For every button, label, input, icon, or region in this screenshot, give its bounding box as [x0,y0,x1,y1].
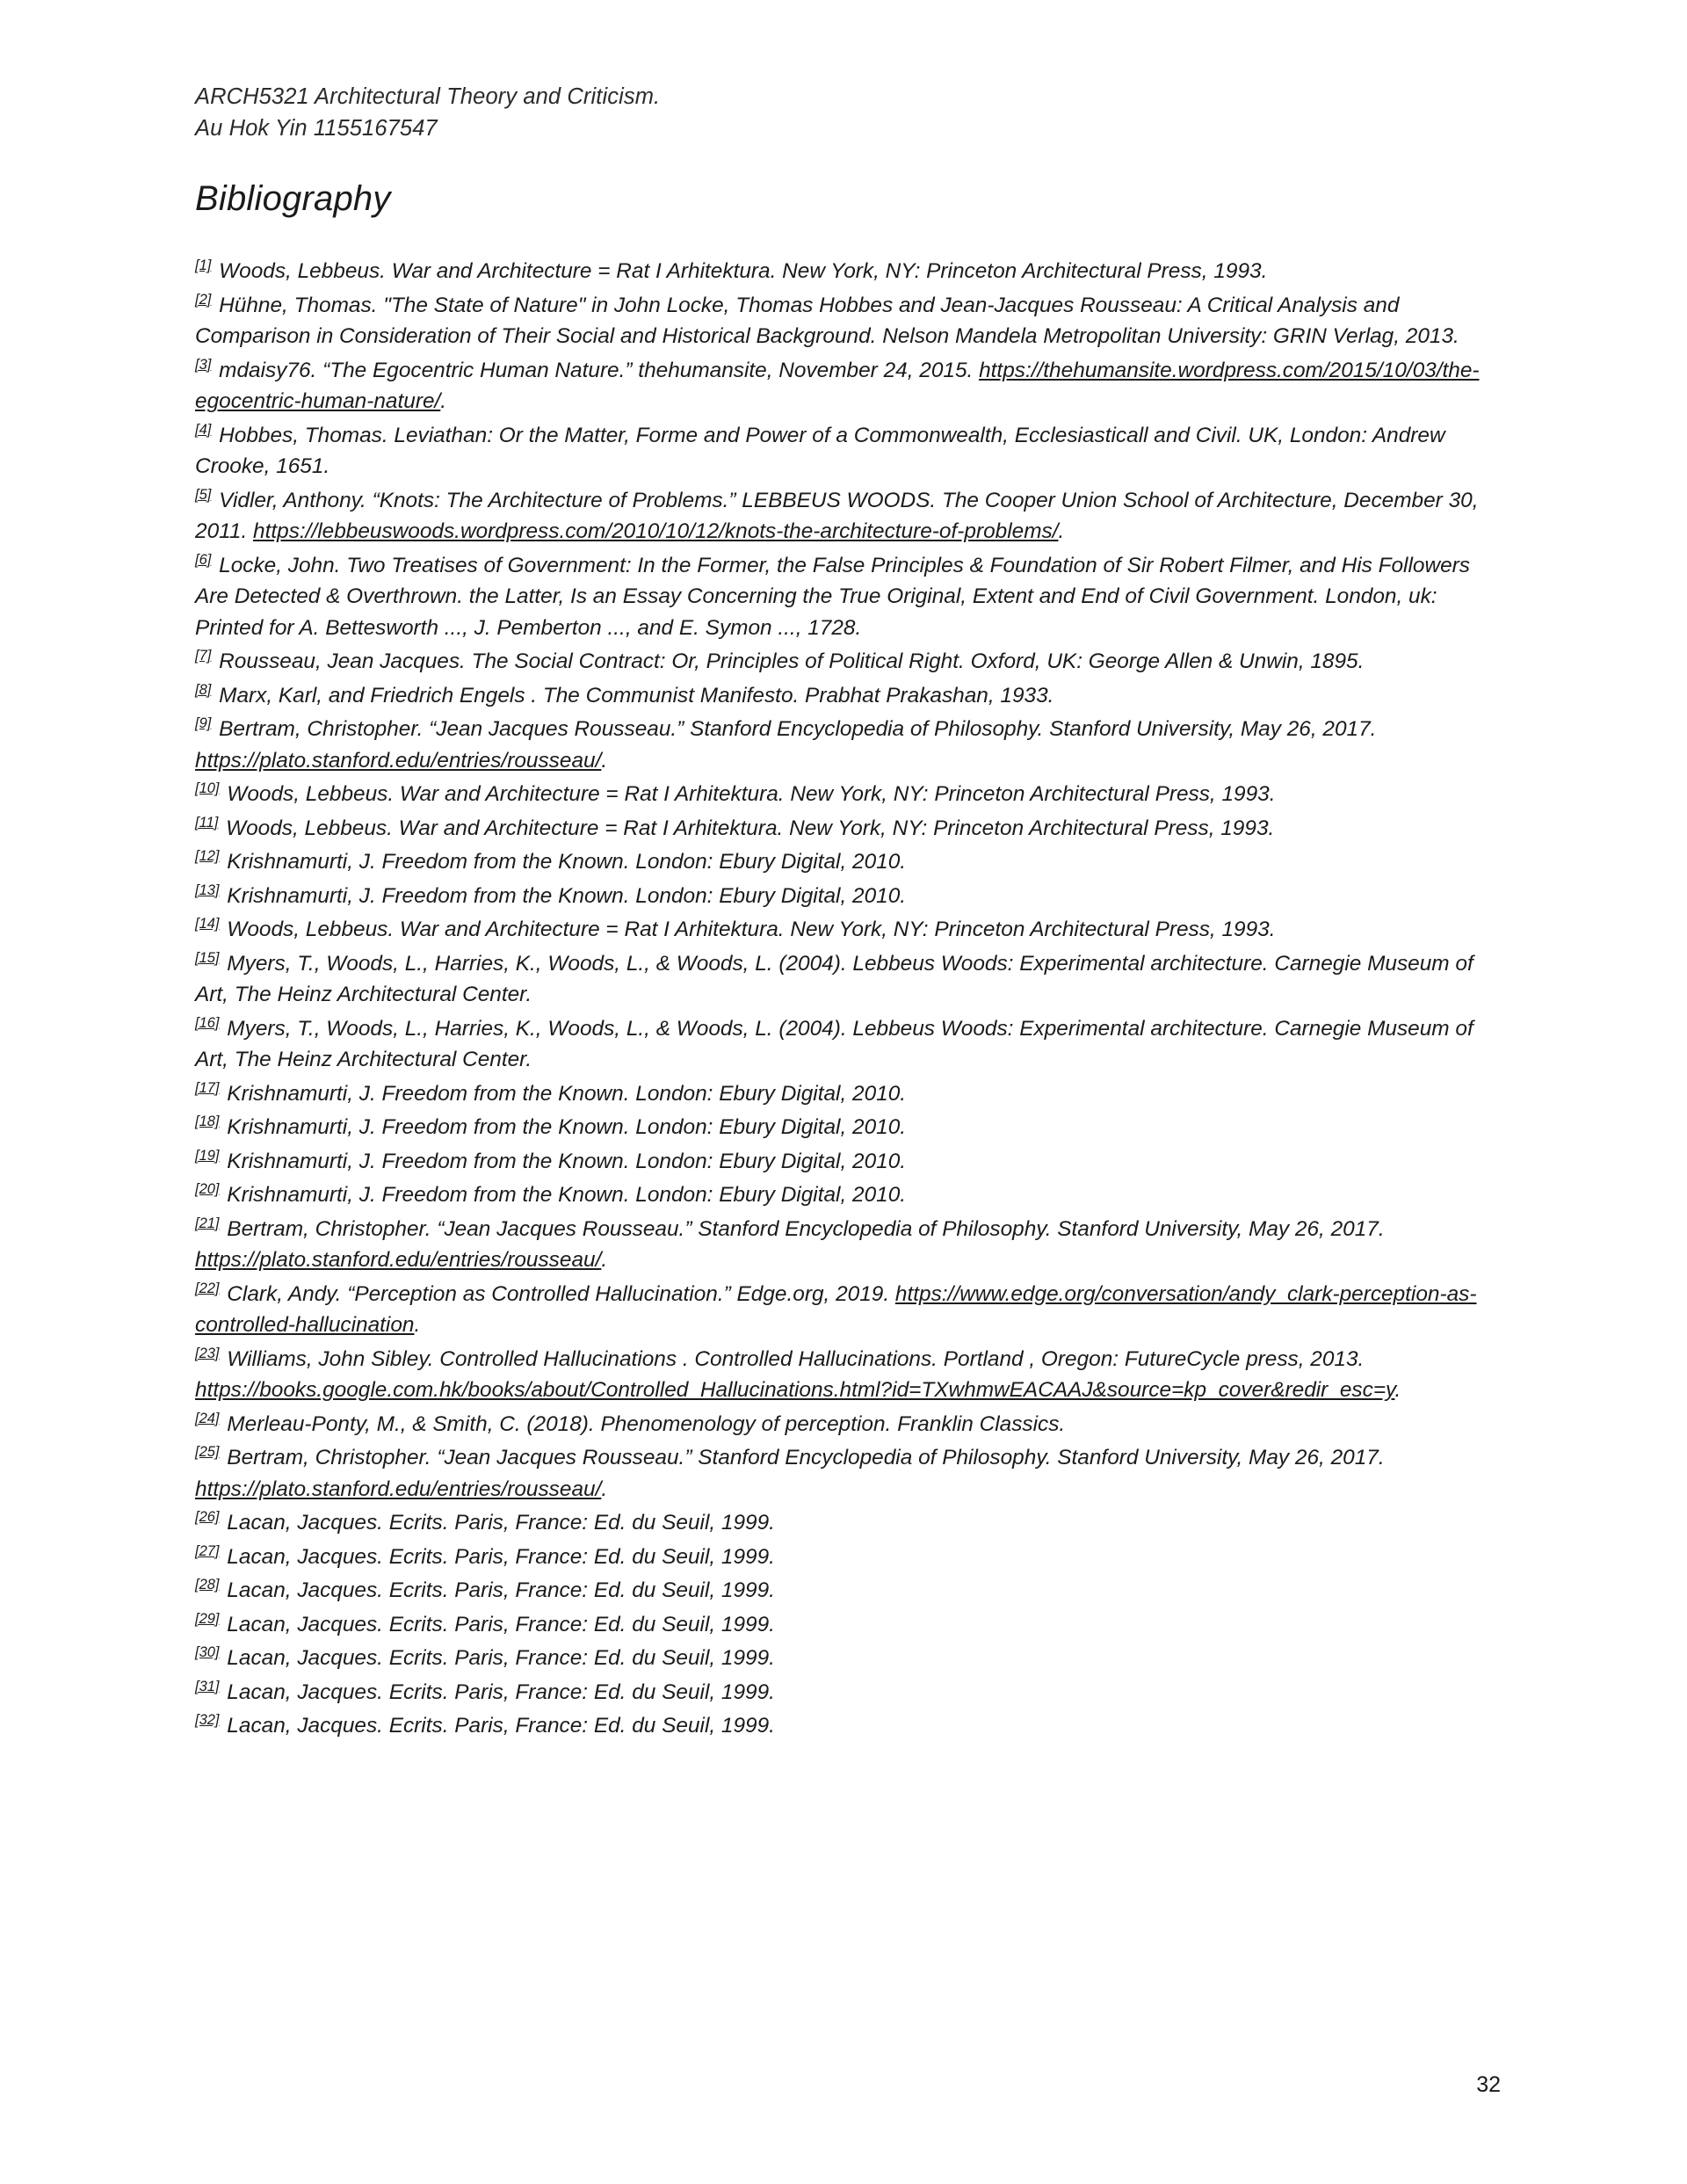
bibliography-entry [195,1179,1502,1211]
reference-marker: [21] [195,1215,220,1231]
reference-link[interactable]: https://lebbeuswoods.wordpress.com/2010/10/12/knots-the-architecture-of-problems/ [253,519,1059,544]
bibliography-entry [195,1111,1502,1143]
reference-marker: [12] [195,848,220,865]
reference-text: Lacan, Jacques. Ecrits. Paris, France: Ed. du Seuil, 1999. [221,1544,775,1569]
reference-marker: [5] [195,486,212,503]
bibliography-entry [195,1408,1502,1440]
reference-text: Lacan, Jacques. Ecrits. Paris, France: Ed. du Seuil, 1999. [221,1612,775,1636]
bibliography-entry [195,1608,1502,1641]
reference-text-tail: . [440,389,447,414]
reference-text-tail: . [1394,1378,1401,1403]
reference-text: Merleau-Ponty, M., & Smith, C. (2018). Phenomenology of perception. Franklin Classics. [221,1411,1066,1436]
reference-link[interactable]: https://books.google.com.hk/books/about/Controlled_Hallucinations.html?id=TXwhmwEACAAJ&source=kp_cover&redir_esc=y [195,1378,1395,1403]
bibliography-entry [195,679,1502,712]
reference-text: Myers, T., Woods, L., Harries, K., Woods, L., & Woods, L. (2004). Lebbeus Woods: Experimental architecture. Carnegie Museum of Art, The Heinz Architectural Center. [195,1016,1473,1072]
bibliography-entry [195,1441,1502,1505]
reference-text: Marx, Karl, and Friedrich Engels . The Communist Manifesto. Prabhat Prakashan, 1933. [213,683,1054,707]
reference-text: Krishnamurti, J. Freedom from the Known. London: Ebury Digital, 2010. [221,1183,907,1208]
reference-marker: [22] [195,1280,220,1296]
page-number: 32 [1476,2072,1501,2097]
reference-text: Woods, Lebbeus. War and Architecture = Rat I Arhitektura. New York, NY: Princeton Architectural Press, 1993. [213,259,1268,284]
reference-text-tail: . [601,748,608,773]
reference-link[interactable]: https://plato.stanford.edu/entries/rousseau/ [195,1477,602,1501]
reference-text: Bertram, Christopher. “Jean Jacques Rousseau.” Stanford Encyclopedia of Philosophy. Stanford University, May 26, 2017. [221,1216,1385,1241]
bibliography-entry [195,880,1502,912]
reference-text: Lacan, Jacques. Ecrits. Paris, France: Ed. du Seuil, 1999. [221,1578,775,1603]
reference-marker: [19] [195,1147,220,1164]
reference-marker: [31] [195,1678,220,1694]
reference-marker: [18] [195,1114,220,1130]
bibliography-entry [195,1012,1502,1076]
reference-text-tail: . [414,1313,421,1338]
reference-marker: [16] [195,1014,220,1031]
bibliography-entry [195,289,1502,352]
bibliography-entry [195,913,1502,946]
reference-marker: [1] [195,258,212,274]
bibliography-entry [195,845,1502,878]
reference-text-tail: . [601,1248,608,1273]
reference-text-tail: . [601,1477,608,1501]
bibliography-entry [195,255,1502,287]
reference-marker: [20] [195,1181,220,1198]
reference-text: Myers, T., Woods, L., Harries, K., Woods, L., & Woods, L. (2004). Lebbeus Woods: Experimental architecture. Carnegie Museum of Art, The Heinz Architectural Center. [195,951,1473,1007]
bibliography-entry [195,419,1502,483]
bibliography-entry [195,645,1502,678]
bibliography-entry [195,1506,1502,1539]
bibliography-entry [195,1343,1502,1406]
reference-link[interactable]: https://thehumansite.wordpress.com/2015/10/03/the-egocentric-human-nature/ [195,358,1480,414]
reference-marker: [6] [195,551,212,568]
reference-text: Krishnamurti, J. Freedom from the Known. London: Ebury Digital, 2010. [221,883,907,908]
reference-marker: [13] [195,882,220,898]
reference-marker: [15] [195,949,220,966]
reference-link[interactable]: https://www.edge.org/conversation/andy_clark-perception-as-controlled-hallucination [195,1281,1477,1338]
bibliography-entry [195,1077,1502,1110]
reference-marker: [26] [195,1509,220,1526]
bibliography-entry [195,947,1502,1011]
reference-marker: [30] [195,1644,220,1661]
bibliography-entry [195,1278,1502,1341]
reference-text: Hühne, Thomas. "The State of Nature" in John Locke, Thomas Hobbes and Jean-Jacques Rousseau: A Critical Analysis and Comparison in Consideration of Their Social and Historical Background. Nelson Mandela Metropolitan University: GRIN Verlag, 2013. [195,293,1459,349]
bibliography-entry [195,778,1502,810]
reference-text: Lacan, Jacques. Ecrits. Paris, France: Ed. du Seuil, 1999. [221,1646,775,1671]
bibliography-entry [195,1541,1502,1573]
bibliography-entry [195,1145,1502,1178]
bibliography-entry [195,354,1502,417]
reference-marker: [10] [195,780,220,797]
document-header [195,81,1502,144]
reference-marker: [28] [195,1577,220,1593]
reference-text: Krishnamurti, J. Freedom from the Known. London: Ebury Digital, 2010. [221,1115,907,1140]
bibliography-entry [195,713,1502,776]
bibliography-entry [195,1676,1502,1709]
reference-marker: [27] [195,1542,220,1559]
author-line: Au Hok Yin 1155167547 [195,116,438,141]
bibliography-entry [195,1574,1502,1607]
reference-text: Woods, Lebbeus. War and Architecture = Rat I Arhitektura. New York, NY: Princeton Architectural Press, 1993. [220,816,1275,840]
reference-text: Hobbes, Thomas. Leviathan: Or the Matter, Forme and Power of a Commonwealth, Ecclesiasticall and Civil. UK, London: Andrew Crooke, 1651. [195,423,1445,479]
reference-text-tail: . [1058,519,1065,544]
reference-text: Woods, Lebbeus. War and Architecture = Rat I Arhitektura. New York, NY: Princeton Architectural Press, 1993. [221,918,1276,942]
reference-link[interactable]: https://plato.stanford.edu/entries/rousseau/ [195,748,602,773]
reference-text: Krishnamurti, J. Freedom from the Known. London: Ebury Digital, 2010. [221,1081,907,1106]
bibliography-entry [195,1213,1502,1276]
reference-text: Bertram, Christopher. “Jean Jacques Rousseau.” Stanford Encyclopedia of Philosophy. Stanford University, May 26, 2017. [213,717,1377,742]
reference-marker: [29] [195,1610,220,1627]
reference-marker: [4] [195,421,212,438]
reference-text: Lacan, Jacques. Ecrits. Paris, France: Ed. du Seuil, 1999. [221,1714,775,1738]
reference-text: Vidler, Anthony. “Knots: The Architecture of Problems.” LEBBEUS WOODS. The Cooper Union School of Architecture, December 30, 2011. [195,488,1479,544]
bibliography-entry [195,1642,1502,1674]
reference-marker: [9] [195,715,212,732]
reference-text: Krishnamurti, J. Freedom from the Known. London: Ebury Digital, 2010. [221,850,907,874]
reference-link[interactable]: https://plato.stanford.edu/entries/rousseau/ [195,1248,602,1273]
reference-marker: [3] [195,356,212,373]
reference-text: Rousseau, Jean Jacques. The Social Contract: Or, Principles of Political Right. Oxford, UK: George Allen & Unwin, 1895. [213,649,1365,674]
reference-marker: [32] [195,1712,220,1729]
reference-text: Bertram, Christopher. “Jean Jacques Rousseau.” Stanford Encyclopedia of Philosophy. Stanford University, May 26, 2017. [221,1446,1385,1470]
reference-marker: [8] [195,681,212,698]
reference-marker: [25] [195,1444,220,1461]
reference-text: Locke, John. Two Treatises of Government: In the Former, the False Principles & Foundation of Sir Robert Filmer, and His Followers Are Detected & Overthrown. the Latter, Is an Essay Concerning the True Original, Extent and End of Civil Government. London, uk: Printed for A. Bettesworth ..., J. Pemberton ..., and E. Symon ..., 1728. [195,553,1470,640]
reference-marker: [24] [195,1410,220,1426]
reference-text: mdaisy76. “The Egocentric Human Nature.” thehumansite, November 24, 2015. [213,358,980,382]
reference-text: Woods, Lebbeus. War and Architecture = Rat I Arhitektura. New York, NY: Princeton Architectural Press, 1993. [221,782,1276,807]
reference-marker: [23] [195,1345,220,1361]
course-title-line: ARCH5321 Architectural Theory and Criticism. [195,84,661,109]
bibliography-entry [195,812,1502,845]
reference-text: Krishnamurti, J. Freedom from the Known. London: Ebury Digital, 2010. [221,1149,907,1173]
bibliography-list [195,255,1502,1742]
reference-marker: [17] [195,1079,220,1096]
reference-text: Lacan, Jacques. Ecrits. Paris, France: Ed. du Seuil, 1999. [221,1511,775,1535]
reference-marker: [7] [195,648,212,664]
bibliography-entry [195,549,1502,644]
reference-marker: [2] [195,291,212,308]
bibliography-entry [195,484,1502,548]
page-title: Bibliography [195,179,391,219]
reference-text: Clark, Andy. “Perception as Controlled Hallucination.” Edge.org, 2019. [221,1281,895,1306]
reference-marker: [11] [195,814,219,831]
reference-text: Lacan, Jacques. Ecrits. Paris, France: Ed. du Seuil, 1999. [221,1680,775,1704]
bibliography-entry [195,1709,1502,1742]
reference-marker: [14] [195,916,220,932]
reference-text: Williams, John Sibley. Controlled Hallucinations . Controlled Hallucinations. Portland , Oregon: FutureCycle press, 2013. [221,1346,1365,1371]
